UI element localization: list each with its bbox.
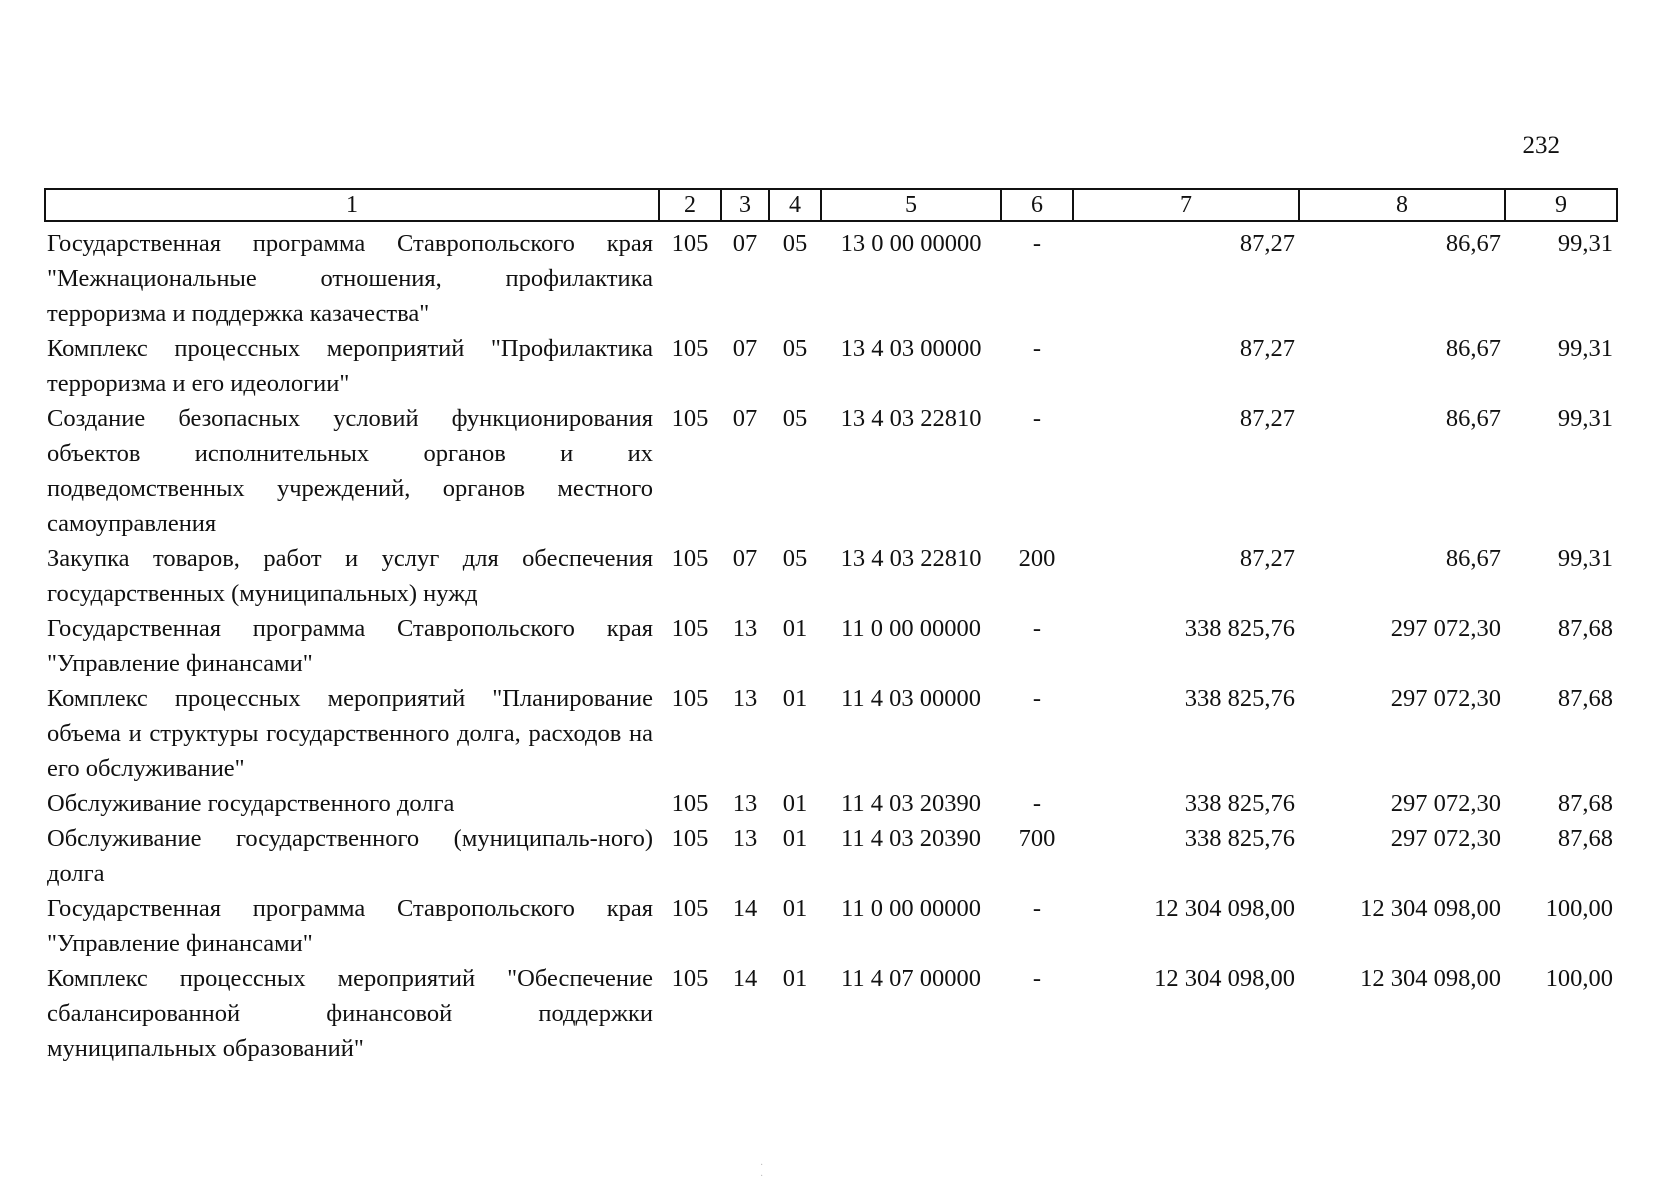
row-name: Государственная программа Ставропольского края "Межнациональные отношения, профилактика терроризма и поддержка казачества" <box>47 230 653 327</box>
cell-col-7: 338 825,76 <box>1184 685 1295 712</box>
cell-col-7: 12 304 098,00 <box>1154 895 1295 922</box>
cell-col-2: 105 <box>671 965 709 992</box>
cell-col-7: 338 825,76 <box>1184 615 1295 642</box>
cell-col-8: 297 072,30 <box>1390 685 1501 712</box>
cell-col-8: 12 304 098,00 <box>1360 965 1501 992</box>
cell-col-9: 100,00 <box>1545 895 1613 922</box>
cell-col-4: 01 <box>782 895 808 922</box>
budget-table <box>44 188 1618 1066</box>
cell-col-9: 87,68 <box>1557 790 1613 817</box>
cell-col-7: 87,27 <box>1239 335 1295 362</box>
cell-col-5: 11 4 03 20390 <box>841 825 981 852</box>
cell-col-7: 338 825,76 <box>1184 790 1295 817</box>
header-col-5: 5 <box>821 189 1001 221</box>
cell-col-9: 99,31 <box>1557 405 1613 432</box>
cell-col-9: 99,31 <box>1557 230 1613 257</box>
cell-col-3: 13 <box>732 685 758 712</box>
cell-col-5: 11 0 00 00000 <box>841 615 981 642</box>
header-col-1: 1 <box>45 189 659 221</box>
header-col-9: 9 <box>1505 189 1617 221</box>
cell-col-9: 99,31 <box>1557 335 1613 362</box>
cell-col-9: 100,00 <box>1545 965 1613 992</box>
cell-col-8: 297 072,30 <box>1390 790 1501 817</box>
cell-col-6: - <box>1032 965 1042 992</box>
cell-col-2: 105 <box>671 230 709 257</box>
table-row <box>45 681 1617 786</box>
cell-col-5: 13 4 03 22810 <box>840 405 982 432</box>
cell-col-6: 200 <box>1018 545 1056 572</box>
cell-col-2: 105 <box>671 895 709 922</box>
cell-col-5: 13 4 03 22810 <box>840 545 982 572</box>
cell-col-3: 13 <box>732 790 758 817</box>
cell-col-8: 12 304 098,00 <box>1360 895 1501 922</box>
cell-col-4: 05 <box>782 405 808 432</box>
header-col-6: 6 <box>1001 189 1073 221</box>
cell-col-3: 14 <box>732 965 758 992</box>
cell-col-3: 07 <box>732 230 758 257</box>
cell-col-9: 87,68 <box>1557 825 1613 852</box>
table-row <box>45 331 1617 401</box>
cell-col-3: 14 <box>732 895 758 922</box>
cell-col-4: 05 <box>782 335 808 362</box>
cell-col-8: 86,67 <box>1445 545 1501 572</box>
row-name: Обслуживание государственного долга <box>47 790 455 817</box>
cell-col-2: 105 <box>671 335 709 362</box>
cell-col-6: - <box>1032 230 1042 257</box>
table-row <box>45 541 1617 611</box>
cell-col-4: 01 <box>782 615 808 642</box>
row-name: Государственная программа Ставропольского края "Управление финансами" <box>47 615 653 677</box>
cell-col-5: 11 4 03 20390 <box>841 790 981 817</box>
cell-col-6: - <box>1032 615 1042 642</box>
cell-col-7: 87,27 <box>1239 405 1295 432</box>
cell-col-6: - <box>1032 685 1042 712</box>
cell-col-5: 13 4 03 00000 <box>840 335 982 362</box>
cell-col-2: 105 <box>671 615 709 642</box>
cell-col-3: 07 <box>732 545 758 572</box>
cell-col-4: 01 <box>782 685 808 712</box>
cell-col-2: 105 <box>671 545 709 572</box>
cell-col-7: 87,27 <box>1239 230 1295 257</box>
cell-col-6: - <box>1032 405 1042 432</box>
row-name: Закупка товаров, работ и услуг для обеспечения государственных (муниципальных) нужд <box>47 545 653 607</box>
header-col-3: 3 <box>721 189 769 221</box>
row-name: Создание безопасных условий функционирования объектов исполнительных органов и их подведомственных учреждений, органов местного самоуправления <box>47 405 653 537</box>
header-col-7: 7 <box>1073 189 1299 221</box>
table-row <box>45 821 1617 891</box>
cell-col-8: 297 072,30 <box>1390 615 1501 642</box>
cell-col-9: 87,68 <box>1557 615 1613 642</box>
table-row <box>45 401 1617 541</box>
cell-col-5: 11 4 07 00000 <box>841 965 981 992</box>
cell-col-8: 86,67 <box>1445 335 1501 362</box>
cell-col-9: 87,68 <box>1557 685 1613 712</box>
row-name: Комплекс процессных мероприятий "Обеспечение сбалансированной финансовой поддержки муниципальных образований" <box>47 965 653 1062</box>
cell-col-8: 86,67 <box>1445 230 1501 257</box>
cell-col-9: 99,31 <box>1557 545 1613 572</box>
cell-col-4: 05 <box>782 230 808 257</box>
cell-col-4: 01 <box>782 790 808 817</box>
scan-artifact: · · <box>760 1160 767 1182</box>
cell-col-3: 07 <box>732 335 758 362</box>
cell-col-6: 700 <box>1018 825 1056 852</box>
cell-col-6: - <box>1032 335 1042 362</box>
cell-col-2: 105 <box>671 685 709 712</box>
row-name: Комплекс процессных мероприятий "Профилактика терроризма и его идеологии" <box>47 335 653 397</box>
cell-col-8: 297 072,30 <box>1390 825 1501 852</box>
row-name: Комплекс процессных мероприятий "Планирование объема и структуры государственного долга, расходов на его обслуживание" <box>47 685 653 782</box>
table-row <box>45 611 1617 681</box>
header-row <box>45 189 1617 221</box>
cell-col-6: - <box>1032 895 1042 922</box>
cell-col-7: 338 825,76 <box>1184 825 1295 852</box>
cell-col-4: 05 <box>782 545 808 572</box>
header-col-4: 4 <box>769 189 821 221</box>
cell-col-5: 13 0 00 00000 <box>840 230 982 257</box>
cell-col-2: 105 <box>671 405 709 432</box>
row-name: Государственная программа Ставропольского края "Управление финансами" <box>47 895 653 957</box>
cell-col-7: 87,27 <box>1239 545 1295 572</box>
cell-col-7: 12 304 098,00 <box>1154 965 1295 992</box>
cell-col-5: 11 0 00 00000 <box>841 895 981 922</box>
table-row <box>45 221 1617 331</box>
cell-col-3: 13 <box>732 825 758 852</box>
cell-col-4: 01 <box>782 965 808 992</box>
table-row <box>45 891 1617 961</box>
cell-col-2: 105 <box>671 790 709 817</box>
header-col-2: 2 <box>659 189 721 221</box>
cell-col-8: 86,67 <box>1445 405 1501 432</box>
cell-col-2: 105 <box>671 825 709 852</box>
cell-col-4: 01 <box>782 825 808 852</box>
cell-col-5: 11 4 03 00000 <box>841 685 981 712</box>
table-row <box>45 786 1617 821</box>
cell-col-3: 07 <box>732 405 758 432</box>
cell-col-3: 13 <box>732 615 758 642</box>
cell-col-6: - <box>1032 790 1042 817</box>
header-col-8: 8 <box>1299 189 1505 221</box>
row-name: Обслуживание государственного (муниципаль-ного) долга <box>47 825 653 887</box>
page-number: 232 <box>1522 132 1560 159</box>
table-row <box>45 961 1617 1066</box>
